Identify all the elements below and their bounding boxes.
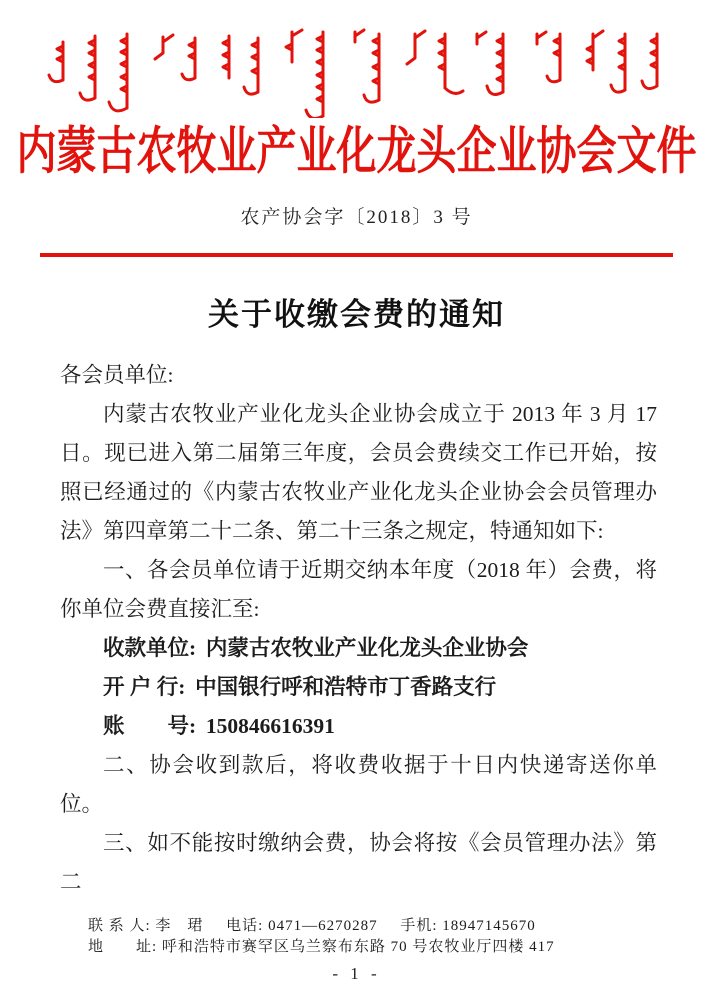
bank-branch-label: 开 户 行:: [103, 675, 186, 699]
bank-payee-line: [60, 629, 657, 668]
paragraph-item-2: 二、协会收到款后，将收费收据于十日内快递寄送你单位。: [60, 753, 657, 816]
salutation: 各会员单位:: [60, 363, 174, 387]
bank-branch-value: 中国银行呼和浩特市丁香路支行: [195, 675, 497, 699]
bank-account-line: [60, 707, 657, 746]
phone-number: 电话: 0471—6270287: [226, 918, 378, 934]
paragraph-intro: 内蒙古农牧业产业化龙头企业协会成立于 2013 年 3 月 17 日。现已进入第二届第三年度，会员会费续交工作已开始，按照已经通过的《内蒙古农牧业产业化龙头企业协会会员管理办法》第四章第二十二条、第二十三条之规定，特通知如下:: [60, 402, 657, 543]
masthead-title: 内蒙古农牧业产业化龙头企业协会文件: [16, 122, 697, 181]
footer-contact-line: [88, 916, 657, 937]
bank-branch-line: [60, 668, 657, 707]
bank-account-number: 150846616391: [205, 714, 335, 738]
page-number: - 1 -: [332, 964, 381, 983]
document-page: [0, 22, 713, 983]
mobile-number: 手机: 18947145670: [400, 918, 536, 934]
document-number: 农产协会字〔2018〕3 号: [240, 207, 473, 228]
document-footer: [88, 916, 657, 958]
mongolian-script-banner: [43, 22, 671, 118]
address: 地 址: 呼和浩特市赛罕区乌兰察布东路 70 号农牧业厅四楼 417: [88, 939, 555, 955]
document-body: [60, 356, 657, 902]
contact-person: 联 系 人: 李 珺: [88, 918, 204, 934]
paragraph-item-1: 一、各会员单位请于近期交纳本年度（2018 年）会费，将你单位会费直接汇至:: [60, 558, 657, 621]
red-rule-divider: [40, 253, 673, 257]
bank-payee-label: 收款单位:: [103, 636, 197, 660]
bank-payee-value: 内蒙古农牧业产业化龙头企业协会: [205, 636, 529, 660]
paragraph-item-3: 三、如不能按时缴纳会费，协会将按《会员管理办法》第二: [60, 831, 657, 894]
notice-title: 关于收缴会费的通知: [208, 297, 505, 332]
bank-account-label: 账 号:: [103, 714, 197, 738]
